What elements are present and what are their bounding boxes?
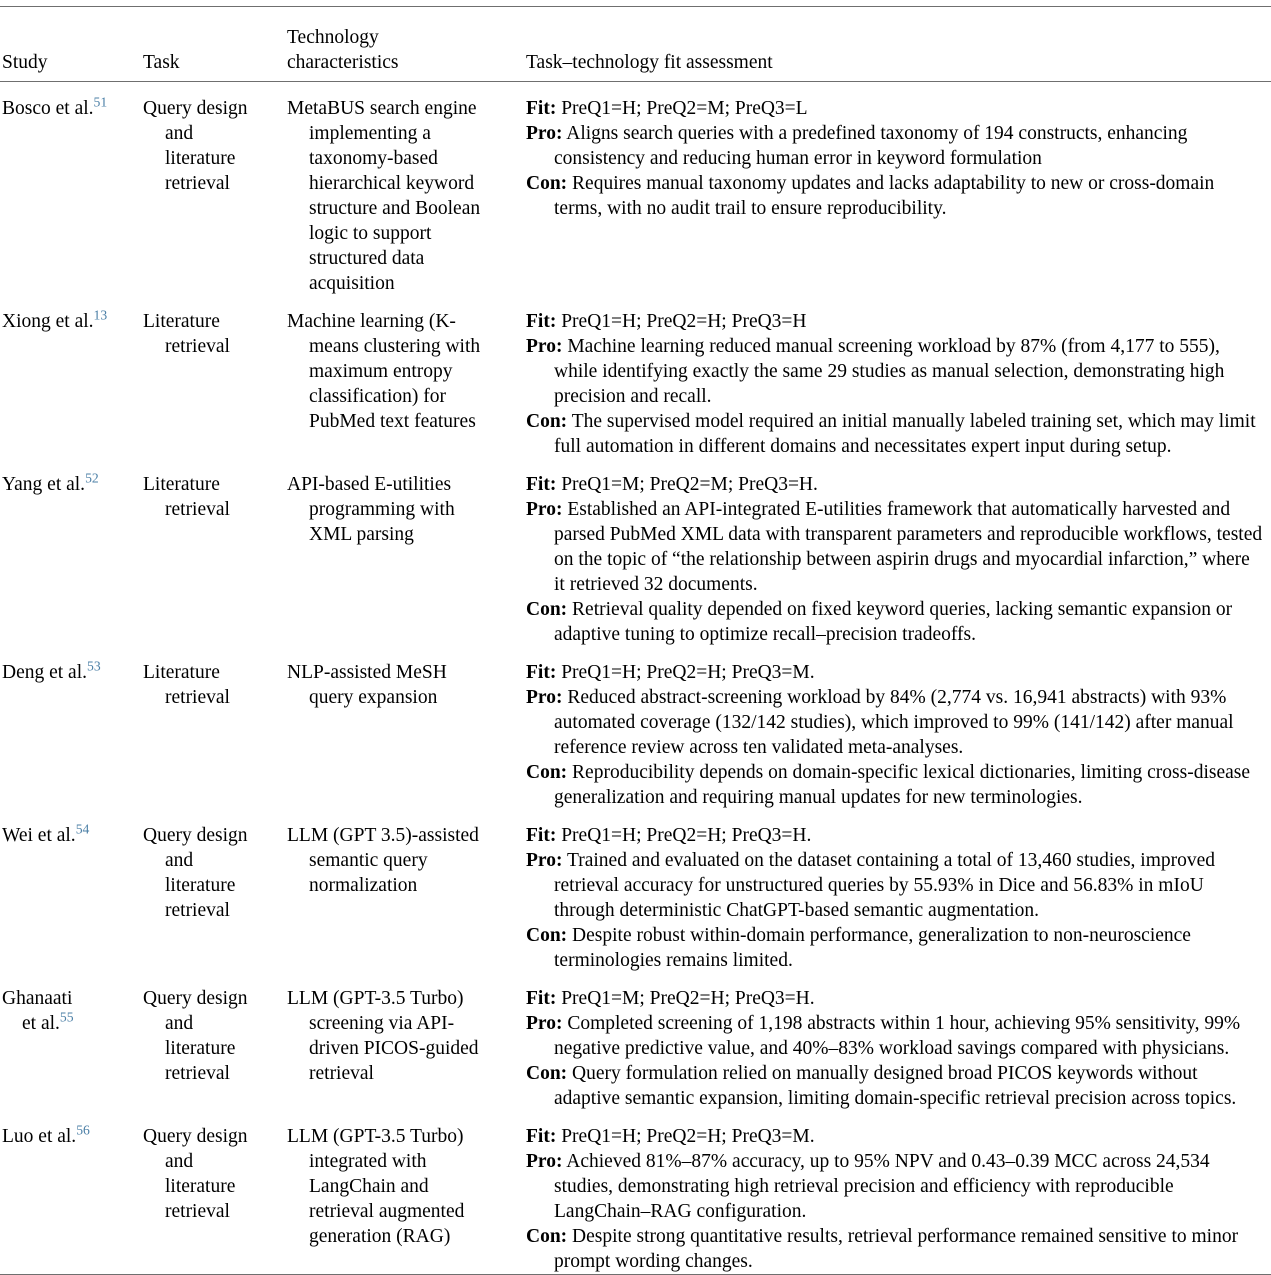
pro-label: Pro:	[526, 123, 563, 144]
column-header-study	[0, 25, 143, 81]
cell-study	[0, 82, 143, 296]
task-line: Query design	[143, 825, 248, 846]
pro-label-paragraph	[526, 1149, 1265, 1224]
fit-value: PreQ1=H; PreQ2=M; PreQ3=L	[556, 98, 808, 119]
technology-line: XML parsing	[309, 524, 414, 545]
cell-study	[0, 810, 143, 973]
table-row	[0, 973, 1271, 1111]
cell-task	[143, 296, 287, 459]
technology-line: query expansion	[309, 687, 438, 708]
fit-label: Fit:	[526, 825, 557, 846]
technology-line: logic to support	[309, 223, 432, 244]
pro-text: Established an API-integrated E-utilities framework that automatically harvested and parsed PubMed XML data with transparent parameters and reproducible workflows, tested on the topic of “the relationship between aspirin drugs and myocardial infarction,” where it retrieved 32 documents.	[554, 499, 1263, 595]
pro-label: Pro:	[526, 1151, 563, 1172]
con-label: Con:	[526, 1226, 568, 1247]
technology-line: implementing a	[309, 123, 431, 144]
cell-study	[0, 973, 143, 1111]
task-line: Literature	[143, 662, 220, 683]
fit-label-paragraph	[526, 96, 1265, 121]
technology-line: retrieval augmented	[309, 1201, 465, 1222]
pro-text: Achieved 81%–87% accuracy, up to 95% NPV and 0.43–0.39 MCC across 24,534 studies, demonstrating high retrieval precision and efficiency with reproducible LangChain–RAG configuration.	[554, 1151, 1210, 1222]
fit-value: PreQ1=M; PreQ2=H; PreQ3=H.	[556, 988, 815, 1009]
task-line: literature	[165, 1038, 236, 1059]
con-text: Query formulation relied on manually designed broad PICOS keywords without adaptive semantic expansion, limiting domain-specific retrieval precision across topics.	[554, 1063, 1237, 1109]
pro-text: Completed screening of 1,198 abstracts within 1 hour, achieving 95% sensitivity, 99% negative predictive value, and 40%–83% workload savings compared with physicians.	[554, 1013, 1241, 1059]
fit-assessment-block	[526, 96, 1265, 221]
technology-line: programming with	[309, 499, 455, 520]
cell-fit-assessment	[518, 810, 1271, 973]
con-text: The supervised model required an initial manually labeled training set, which may limit full automation in different domains and necessitates expert input during setup.	[554, 411, 1256, 457]
study-name: Ghanaati	[2, 988, 73, 1009]
pro-label-paragraph	[526, 334, 1265, 409]
cell-study	[0, 459, 143, 647]
con-label-paragraph	[526, 760, 1265, 810]
cell-fit-assessment	[518, 973, 1271, 1111]
table-row	[0, 810, 1271, 973]
task-line: Literature	[143, 474, 220, 495]
cell-technology-characteristics	[287, 647, 518, 810]
table-row	[0, 459, 1271, 647]
study-reference-superscript[interactable]: 54	[75, 821, 90, 837]
fit-label: Fit:	[526, 1126, 557, 1147]
cell-fit-assessment	[518, 459, 1271, 647]
technology-line: LLM (GPT-3.5 Turbo)	[287, 1126, 464, 1147]
technology-line: taxonomy-based	[309, 148, 438, 169]
con-text: Reproducibility depends on domain-specific lexical dictionaries, limiting cross-disease generalization and requiring manual updates for new terminologies.	[554, 762, 1251, 808]
study-name: Bosco et al.	[2, 98, 94, 119]
study-reference-superscript[interactable]: 53	[87, 658, 101, 674]
column-header-technology-line1: Technology	[287, 27, 379, 48]
study-reference-superscript[interactable]: 56	[76, 1122, 90, 1138]
technology-line: integrated with	[309, 1151, 427, 1172]
task-line: retrieval	[165, 1063, 230, 1084]
pro-label-paragraph	[526, 497, 1265, 597]
con-label: Con:	[526, 925, 568, 946]
technology-line: generation (RAG)	[309, 1226, 451, 1247]
header-spacer-cell	[0, 7, 143, 25]
task-line: Query design	[143, 98, 248, 119]
study-name: Wei et al.	[2, 825, 76, 846]
cell-task	[143, 973, 287, 1111]
task-line: literature	[165, 148, 236, 169]
pro-label: Pro:	[526, 687, 563, 708]
column-header-study-label: Study	[2, 52, 48, 73]
fit-assessment-block	[526, 472, 1265, 647]
fit-assessment-table-container	[0, 6, 1271, 1275]
technology-line: normalization	[309, 875, 418, 896]
cell-technology-characteristics	[287, 810, 518, 973]
task-line: retrieval	[165, 900, 230, 921]
con-text: Requires manual taxonomy updates and lacks adaptability to new or cross-domain terms, with no audit trail to ensure reproducibility.	[554, 173, 1215, 219]
column-header-task-label: Task	[143, 52, 180, 73]
task-line: Literature	[143, 311, 220, 332]
cell-task	[143, 459, 287, 647]
technology-line: structure and Boolean	[309, 198, 481, 219]
cell-technology-characteristics	[287, 82, 518, 296]
con-label-paragraph	[526, 409, 1265, 459]
technology-line: hierarchical keyword	[309, 173, 475, 194]
fit-assessment-block	[526, 986, 1265, 1111]
con-label: Con:	[526, 411, 568, 432]
header-spacer-cell	[143, 7, 287, 25]
study-name-line2: et al.	[22, 1013, 60, 1034]
cell-task	[143, 1111, 287, 1274]
technology-line: NLP-assisted MeSH	[287, 662, 447, 683]
pro-label-paragraph	[526, 121, 1265, 171]
task-line: and	[165, 123, 194, 144]
technology-line: semantic query	[309, 850, 428, 871]
technology-line: LangChain and	[309, 1176, 429, 1197]
task-line: literature	[165, 1176, 236, 1197]
technology-line: PubMed text features	[309, 411, 476, 432]
con-label-paragraph	[526, 923, 1265, 973]
fit-value: PreQ1=H; PreQ2=H; PreQ3=M.	[556, 1126, 815, 1147]
cell-technology-characteristics	[287, 1111, 518, 1274]
table-row	[0, 82, 1271, 296]
table-body	[0, 82, 1271, 1274]
column-header-fit-assessment	[518, 25, 1271, 81]
fit-value: PreQ1=H; PreQ2=H; PreQ3=M.	[556, 662, 815, 683]
column-header-technology-characteristics	[287, 25, 518, 81]
fit-label: Fit:	[526, 311, 557, 332]
task-line: retrieval	[165, 499, 230, 520]
header-spacer-cell	[287, 7, 518, 25]
con-label: Con:	[526, 762, 568, 783]
technology-line: Machine learning (K-	[287, 311, 456, 332]
header-spacer-cell	[518, 7, 1271, 25]
fit-label: Fit:	[526, 662, 557, 683]
fit-assessment-block	[526, 1124, 1265, 1274]
cell-technology-characteristics	[287, 296, 518, 459]
con-label: Con:	[526, 599, 568, 620]
pro-label: Pro:	[526, 336, 563, 357]
fit-label-paragraph	[526, 823, 1265, 848]
table-row	[0, 647, 1271, 810]
cell-study	[0, 1111, 143, 1274]
cell-fit-assessment	[518, 647, 1271, 810]
con-label-paragraph	[526, 1224, 1265, 1274]
task-technology-fit-table	[0, 7, 1271, 81]
study-reference-superscript[interactable]: 13	[93, 307, 108, 323]
con-label: Con:	[526, 1063, 568, 1084]
cell-study	[0, 296, 143, 459]
study-reference-superscript[interactable]: 55	[59, 1009, 74, 1025]
pro-label-paragraph	[526, 1011, 1265, 1061]
cell-task	[143, 82, 287, 296]
task-line: Query design	[143, 988, 248, 1009]
task-line: and	[165, 1151, 194, 1172]
task-line: retrieval	[165, 173, 230, 194]
pro-text: Reduced abstract-screening workload by 84% (2,774 vs. 16,941 abstracts) with 93% automated coverage (132/142 studies), which improved to 99% (141/142) after manual reference review across ten validated meta-analyses.	[554, 687, 1234, 758]
cell-fit-assessment	[518, 296, 1271, 459]
cell-study	[0, 647, 143, 810]
cell-fit-assessment	[518, 1111, 1271, 1274]
technology-line: means clustering with	[309, 336, 481, 357]
technology-line: structured data	[309, 248, 425, 269]
pro-label-paragraph	[526, 685, 1265, 760]
pro-text: Machine learning reduced manual screening workload by 87% (from 4,177 to 555), while identifying exactly the same 29 studies as manual selection, demonstrating high precision and recall.	[554, 336, 1225, 407]
con-label-paragraph	[526, 1061, 1265, 1111]
study-name: Yang et al.	[2, 474, 86, 495]
study-name: Deng et al.	[2, 662, 88, 683]
technology-line: LLM (GPT-3.5 Turbo)	[287, 988, 464, 1009]
fit-label-paragraph	[526, 472, 1265, 497]
cell-fit-assessment	[518, 82, 1271, 296]
con-label-paragraph	[526, 171, 1265, 221]
pro-label-paragraph	[526, 848, 1265, 923]
column-header-fit-assessment-label: Task–technology fit assessment	[526, 52, 773, 73]
header-spacer-row	[0, 7, 1271, 25]
column-header-technology-line2: characteristics	[287, 52, 399, 73]
task-line: and	[165, 1013, 194, 1034]
fit-label-paragraph	[526, 1124, 1265, 1149]
technology-line: acquisition	[309, 273, 395, 294]
study-reference-superscript[interactable]: 52	[85, 470, 99, 486]
pro-label: Pro:	[526, 850, 563, 871]
technology-line: classification) for	[309, 386, 446, 407]
table-row	[0, 1111, 1271, 1274]
fit-label: Fit:	[526, 988, 557, 1009]
task-technology-fit-table-body	[0, 82, 1271, 1274]
task-line: retrieval	[165, 336, 230, 357]
task-line: literature	[165, 875, 236, 896]
cell-technology-characteristics	[287, 973, 518, 1111]
fit-label: Fit:	[526, 98, 557, 119]
study-name: Xiong et al.	[2, 311, 94, 332]
technology-line: API-based E-utilities	[287, 474, 452, 495]
task-line: retrieval	[165, 1201, 230, 1222]
fit-label: Fit:	[526, 474, 557, 495]
fit-value: PreQ1=H; PreQ2=H; PreQ3=H	[556, 311, 807, 332]
cell-task	[143, 647, 287, 810]
study-name: Luo et al.	[2, 1126, 77, 1147]
fit-assessment-block	[526, 660, 1265, 810]
technology-line: LLM (GPT 3.5)-assisted	[287, 825, 479, 846]
fit-value: PreQ1=H; PreQ2=H; PreQ3=H.	[556, 825, 812, 846]
pro-label: Pro:	[526, 499, 563, 520]
header-row	[0, 25, 1271, 81]
fit-label-paragraph	[526, 986, 1265, 1011]
study-reference-superscript[interactable]: 51	[93, 94, 108, 110]
cell-task	[143, 810, 287, 973]
technology-line: retrieval	[309, 1063, 374, 1084]
fit-value: PreQ1=M; PreQ2=M; PreQ3=H.	[556, 474, 818, 495]
task-line: retrieval	[165, 687, 230, 708]
table-header	[0, 7, 1271, 81]
task-line: Query design	[143, 1126, 248, 1147]
con-text: Despite robust within-domain performance, generalization to non-neuroscience terminologies remains limited.	[554, 925, 1191, 971]
table-row	[0, 296, 1271, 459]
pro-text: Aligns search queries with a predefined taxonomy of 194 constructs, enhancing consistency and reducing human error in keyword formulation	[554, 123, 1188, 169]
technology-line: MetaBUS search engine	[287, 98, 477, 119]
cell-technology-characteristics	[287, 459, 518, 647]
column-header-task	[143, 25, 287, 81]
task-line: and	[165, 850, 194, 871]
con-label-paragraph	[526, 597, 1265, 647]
technology-line: driven PICOS-guided	[309, 1038, 479, 1059]
fit-assessment-block	[526, 823, 1265, 973]
con-text: Retrieval quality depended on fixed keyword queries, lacking semantic expansion or adaptive tuning to optimize recall–precision tradeoffs.	[554, 599, 1233, 645]
pro-text: Trained and evaluated on the dataset containing a total of 13,460 studies, improved retrieval accuracy for unstructured queries by 55.93% in Dice and 56.83% in mIoU through deterministic ChatGPT-based semantic augmentation.	[554, 850, 1216, 921]
pro-label: Pro:	[526, 1013, 563, 1034]
technology-line: screening via API-	[309, 1013, 455, 1034]
fit-label-paragraph	[526, 309, 1265, 334]
fit-label-paragraph	[526, 660, 1265, 685]
con-text: Despite strong quantitative results, retrieval performance remained sensitive to minor prompt wording changes.	[554, 1226, 1239, 1272]
fit-assessment-block	[526, 309, 1265, 459]
technology-line: maximum entropy	[309, 361, 453, 382]
con-label: Con:	[526, 173, 568, 194]
